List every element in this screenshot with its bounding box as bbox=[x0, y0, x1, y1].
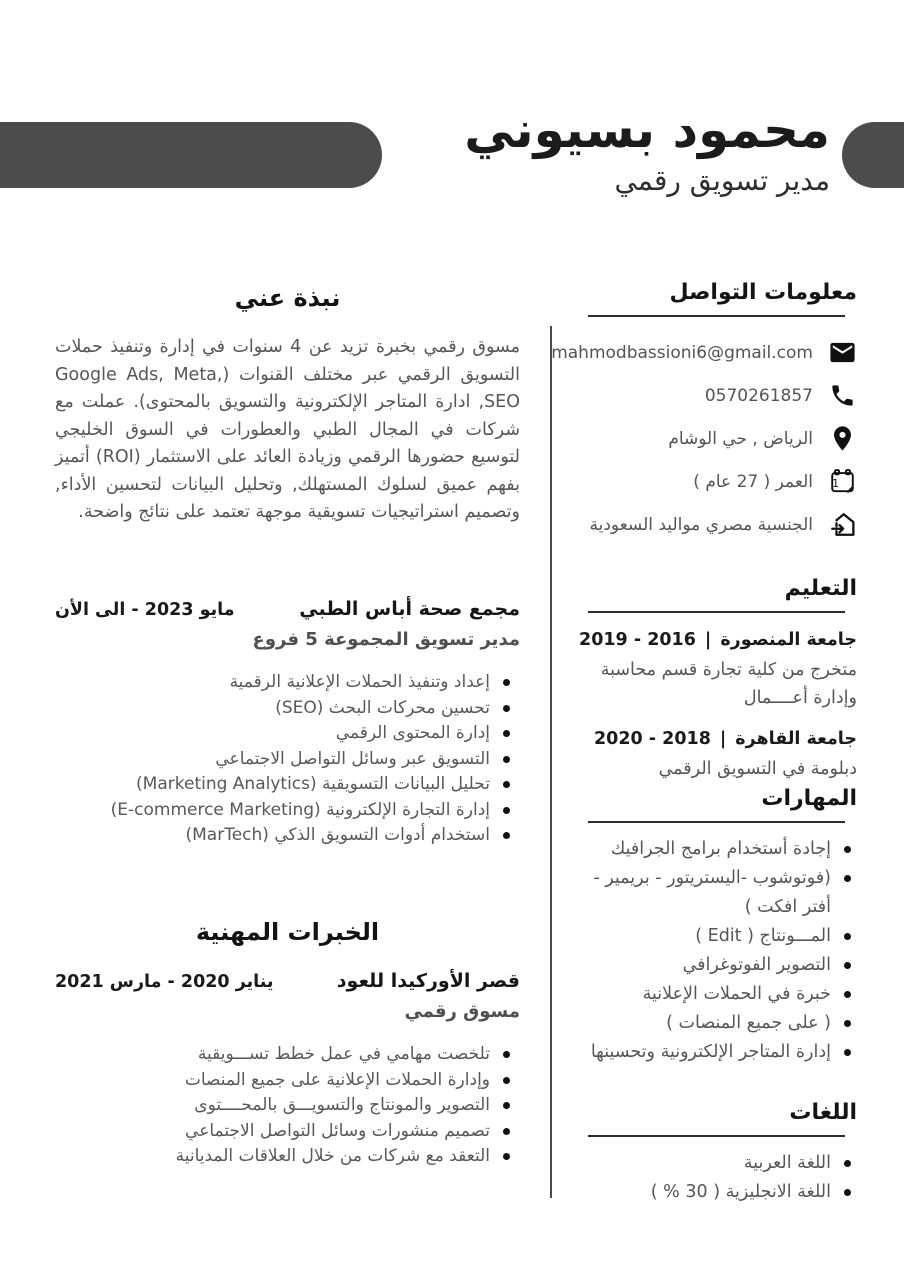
job-entry bbox=[55, 598, 520, 849]
section-underline bbox=[588, 611, 845, 613]
job-dates: مايو 2023 - الى الأن bbox=[55, 600, 235, 620]
svg-text:1: 1 bbox=[831, 477, 839, 490]
contact-age-value: العمر ( 27 عام ) bbox=[693, 471, 813, 492]
languages-list bbox=[573, 1149, 857, 1207]
education-entry-header bbox=[573, 725, 857, 753]
header-left-bar bbox=[0, 122, 382, 188]
education-years: 2016 - 2019 bbox=[579, 630, 696, 650]
contact-row-location bbox=[573, 417, 857, 460]
contact-row-email bbox=[551, 331, 857, 374]
separator: | bbox=[704, 630, 712, 650]
separator: | bbox=[719, 729, 727, 749]
job-entry bbox=[55, 970, 520, 1170]
education-years: 2018 - 2020 bbox=[594, 729, 711, 749]
skill-item: إجادة أستخدام برامج الجرافيك bbox=[573, 835, 857, 864]
education-section bbox=[573, 576, 857, 783]
section-underline bbox=[588, 315, 845, 317]
section-underline bbox=[588, 821, 845, 823]
skills-section bbox=[573, 786, 857, 1067]
education-detail: متخرج من كلية تجارة قسم محاسبة وإدارة أعــــمال bbox=[600, 660, 857, 708]
job-bullet: وإدارة الحملات الإعلانية على جميع المنصات bbox=[55, 1068, 512, 1094]
contact-row-nationality bbox=[573, 503, 857, 546]
education-entry-header bbox=[573, 626, 857, 654]
contact-nationality-value: الجنسية مصري مواليد السعودية bbox=[589, 514, 813, 535]
job-bullet-list bbox=[55, 1042, 512, 1170]
language-item: اللغة العربية bbox=[573, 1149, 857, 1178]
contact-phone-value: 0570261857 bbox=[704, 385, 813, 406]
skill-item: المـــونتاج ( Edit ) bbox=[573, 922, 857, 951]
column-divider bbox=[550, 326, 552, 1198]
skill-item: (فوتوشوب -اليستريتور - بريمير - أفتر افكت ) bbox=[573, 864, 857, 922]
experience-section-title: الخبرات المهنية bbox=[195, 918, 380, 946]
about-text: مسوق رقمي بخبرة تزيد عن 4 سنوات في إدارة وتنفيذ حملات التسويق الرقمي عبر مختلف القنوات (Google Ads, Meta, SEO, ادارة المتاجر الإلكترونية والتسويق بالمحتوى). عملت مع شركات في المجال الطبي والعطورات في السوق الخليجي لتوسيع حضورها الرقمي وزيادة العائد على الاستثمار (ROI) أتميز بفهم عميق لسلوك المستهلك, وتحليل البيانات لتحسين الأداء, وتصميم استراتيجيات تسويقية موجهة تعتمد على نتائج واضحة. bbox=[55, 337, 521, 522]
company-name: مجمع صحة أباس الطبي bbox=[299, 598, 520, 620]
contact-section-title: معلومات التواصل bbox=[669, 280, 857, 305]
contact-row-age bbox=[573, 460, 857, 503]
contact-row-phone bbox=[573, 374, 857, 417]
job-dates: يناير 2020 - مارس 2021 bbox=[55, 972, 274, 992]
school-name: جامعة القاهرة bbox=[735, 729, 857, 749]
school-name: جامعة المنصورة bbox=[720, 630, 857, 650]
nationality-icon bbox=[827, 510, 857, 540]
job-bullet: تصميم منشورات وسائل التواصل الاجتماعي bbox=[55, 1119, 512, 1145]
job-role: مدير تسويق المجموعة 5 فروع bbox=[252, 629, 520, 650]
main-column bbox=[55, 282, 520, 1262]
email-icon bbox=[827, 338, 857, 368]
header-right-bar bbox=[842, 122, 904, 188]
job-bullet: تلخصت مهامي في عمل خطط تســـويقية bbox=[55, 1042, 512, 1068]
education-entry bbox=[573, 626, 857, 712]
section-underline bbox=[588, 1135, 845, 1137]
job-header bbox=[55, 970, 520, 992]
languages-section bbox=[573, 1100, 857, 1207]
location-icon bbox=[827, 424, 857, 454]
contact-section bbox=[551, 280, 857, 546]
about-section-title: نبذة عني bbox=[234, 284, 341, 312]
candidate-job-title: مدير تسويق رقمي bbox=[614, 164, 830, 197]
education-entry bbox=[573, 725, 857, 783]
candidate-name: محمود بسيوني bbox=[464, 101, 830, 159]
job-bullet: التصوير والمونتاج والتسويـــق بالمحــــتوى bbox=[55, 1093, 512, 1119]
skill-item: ( على جميع المنصات ) bbox=[573, 1009, 857, 1038]
job-header bbox=[55, 598, 520, 620]
job-bullet: استخدام أدوات التسويق الذكي (MarTech) bbox=[55, 823, 512, 849]
phone-icon bbox=[827, 381, 857, 411]
contact-location-value: الرياض , حي الوشام bbox=[668, 428, 813, 449]
job-bullet: التعقد مع شركات من خلال العلاقات المديانية bbox=[55, 1144, 512, 1170]
skill-item: خبرة في الحملات الإعلانية bbox=[573, 980, 857, 1009]
header bbox=[464, 100, 830, 197]
job-role: مسوق رقمي bbox=[404, 1001, 520, 1022]
job-bullet-list bbox=[55, 670, 512, 849]
job-bullet: تحسين محركات البحث (SEO) bbox=[55, 696, 512, 722]
education-section-title: التعليم bbox=[784, 576, 857, 601]
company-name: قصر الأوركيدا للعود bbox=[336, 970, 520, 992]
contact-list bbox=[551, 331, 857, 546]
language-item: اللغة الانجليزية ( 30 % ) bbox=[573, 1178, 857, 1207]
calendar-icon bbox=[827, 467, 857, 497]
languages-section-title: اللغات bbox=[789, 1100, 857, 1125]
job-bullet: إعداد وتنفيذ الحملات الإعلانية الرقمية bbox=[55, 670, 512, 696]
skill-item: التصوير الفوتوغرافي bbox=[573, 951, 857, 980]
contact-email-value: mahmodbassioni6@gmail.com bbox=[551, 342, 813, 363]
job-bullet: إدارة التجارة الإلكترونية (E-commerce Marketing) bbox=[55, 798, 512, 824]
sidebar bbox=[551, 280, 857, 1240]
job-bullet: إدارة المحتوى الرقمي bbox=[55, 721, 512, 747]
job-bullet: تحليل البيانات التسويقية (Marketing Analytics) bbox=[55, 772, 512, 798]
skills-section-title: المهارات bbox=[761, 786, 857, 811]
skill-item: إدارة المتاجر الإلكترونية وتحسينها bbox=[573, 1038, 857, 1067]
education-detail: دبلومة في التسويق الرقمي bbox=[658, 759, 857, 779]
skills-list bbox=[573, 835, 857, 1067]
job-bullet: التسويق عبر وسائل التواصل الاجتماعي bbox=[55, 747, 512, 773]
